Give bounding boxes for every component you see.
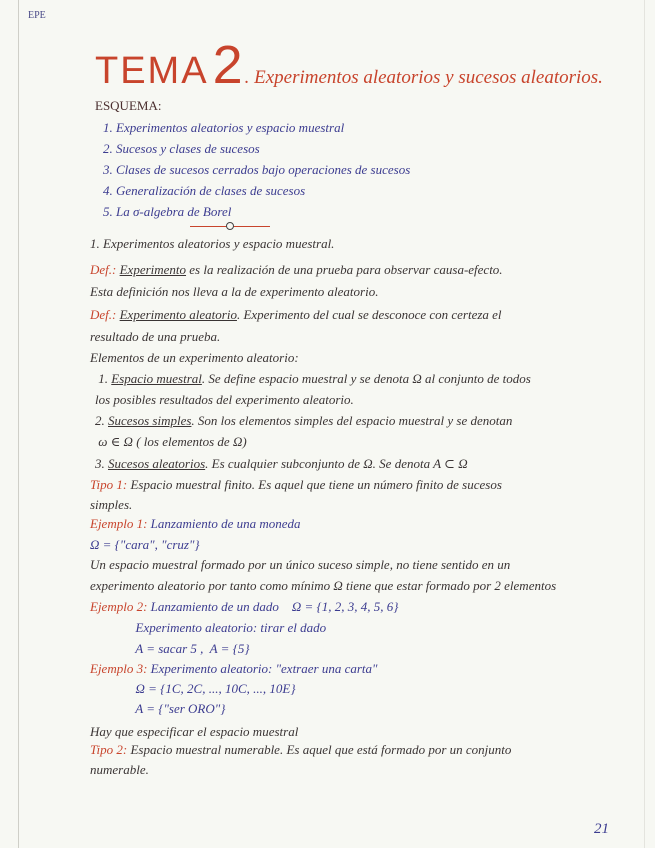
text-line [95, 413, 512, 429]
text-segment: Espacio muestral finito. Es aquel que tiene un número finito de sucesos [127, 477, 502, 492]
text-line [90, 661, 377, 677]
text-line [90, 578, 556, 594]
text-line [90, 477, 502, 493]
outline-item: 5. La σ-algebra de Borel [103, 204, 232, 219]
page-left-edge [18, 0, 19, 848]
text-segment: 3. [95, 456, 108, 471]
text-line [90, 262, 503, 278]
label-heading: Def.: [90, 307, 117, 322]
text-segment: experimento aleatorio por tanto como mínimo Ω tiene que estar formado por 2 elementos [90, 578, 557, 593]
text-line [90, 701, 225, 717]
outline-item: 4. Generalización de clases de sucesos [103, 183, 306, 198]
section-divider [190, 226, 270, 227]
text-line [90, 762, 149, 778]
text-segment: Un espacio muestral formado por un único suceso simple, no tiene sentido en un [90, 557, 511, 572]
text-segment: es la realización de una prueba para observar causa-efecto. [186, 262, 503, 277]
text-line [90, 620, 326, 636]
label-heading: Tipo 1: [90, 477, 128, 492]
outline-heading: ESQUEMA: [95, 98, 162, 113]
text-line [95, 434, 247, 450]
label-heading: Ejemplo 3: [90, 661, 148, 676]
text-segment: 1. [95, 371, 112, 386]
outline-item: 1. Experimentos aleatorios y espacio muestral [103, 120, 345, 135]
text-segment: Lanzamiento de una moneda [147, 516, 301, 531]
text-line [90, 537, 200, 553]
outline-list [103, 117, 410, 222]
text-line [90, 516, 301, 532]
text-segment: . Experimento del cual se desconoce con certeza el [236, 307, 502, 322]
label-heading: Def.: [90, 262, 117, 277]
text-segment: 2. [95, 413, 108, 428]
text-segment: ω ∈ Ω ( los elementos de Ω) [95, 434, 247, 449]
text-line [90, 329, 220, 345]
defined-term: Sucesos aleatorios [108, 456, 206, 471]
outline-item: 2. Sucesos y clases de sucesos [103, 141, 260, 156]
text-segment: Elementos de un experimento aleatorio: [90, 350, 299, 365]
label-heading: Tipo 2: [90, 742, 128, 757]
text-line [95, 392, 354, 408]
text-line [95, 371, 531, 387]
text-segment: numerable. [90, 762, 149, 777]
text-segment: simples. [90, 497, 133, 512]
text-segment: Experimento aleatorio: tirar el dado [90, 620, 327, 635]
text-segment: Experimento aleatorio: "extraer una carta" [147, 661, 378, 676]
text-segment: Esta definición nos lleva a la de experimento aleatorio. [90, 284, 379, 299]
text-line [90, 557, 510, 573]
text-segment: A = {"ser ORO"} [90, 701, 226, 716]
text-line [90, 641, 250, 657]
title-tema: TEMA [95, 50, 209, 92]
label-heading: Ejemplo 2: [90, 599, 148, 614]
text-line [90, 236, 334, 252]
text-line [95, 456, 468, 472]
text-segment: resultado de una prueba. [90, 329, 221, 344]
text-segment: Espacio muestral numerable. Es aquel que está formado por un conjunto [127, 742, 512, 757]
text-line [90, 724, 298, 740]
outline-item: 3. Clases de sucesos cerrados bajo operaciones de sucesos [103, 162, 411, 177]
defined-term: Espacio muestral [111, 371, 202, 386]
text-segment: . Son los elementos simples del espacio muestral y se denotan [191, 413, 513, 428]
text-line [90, 497, 132, 513]
page-title [95, 35, 603, 95]
divider-circle [226, 222, 234, 230]
defined-term: Experimento aleatorio [119, 307, 237, 322]
label-heading: Ejemplo 1: [90, 516, 148, 531]
title-text: . Experimentos aleatorios y sucesos aleatorios. [244, 67, 603, 88]
text-line [90, 599, 398, 615]
text-line [90, 681, 296, 697]
header-tag: EPE [28, 10, 46, 21]
page-right-edge [644, 0, 645, 848]
page-number: 21 [594, 821, 609, 837]
text-segment: Ω = {"cara", "cruz"} [90, 537, 200, 552]
text-segment: 1. Experimentos aleatorios y espacio muestral. [90, 236, 335, 251]
text-line [90, 742, 511, 758]
text-segment: A = sacar 5 , A = {5} [90, 641, 250, 656]
defined-term: Experimento [119, 262, 187, 277]
title-number: 2 [212, 35, 243, 95]
text-segment: Hay que especificar el espacio muestral [90, 724, 299, 739]
text-line [90, 350, 299, 366]
text-line [90, 307, 502, 323]
text-segment: . Se define espacio muestral y se denota Ω al conjunto de todos [201, 371, 531, 386]
text-line [90, 284, 378, 300]
text-segment: Lanzamiento de un dado Ω = {1, 2, 3, 4, 5, 6} [147, 599, 399, 614]
text-segment: . Es cualquier subconjunto de Ω. Se denota A ⊂ Ω [205, 456, 468, 471]
defined-term: Sucesos simples [108, 413, 192, 428]
text-segment: los posibles resultados del experimento aleatorio. [95, 392, 354, 407]
text-segment: Ω = {1C, 2C, ..., 10C, ..., 10E} [90, 681, 296, 696]
